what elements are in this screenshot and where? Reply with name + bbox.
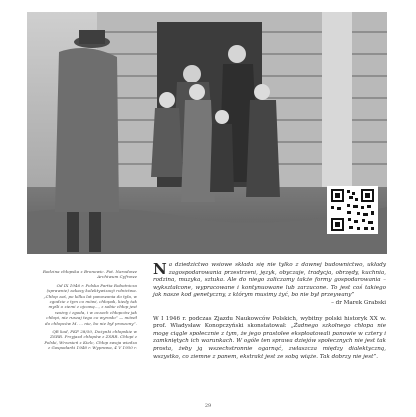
intro-quote: a dziedzictwo wsiowe składa się nie tylko z dawnej budownictwo, układy zagospodarowania przestrzeni, język, obyczaje, tradycja, obrzędy, kuchnia, rodzina, muzyka, sztuka. Ale do niego zaliczamy także formy gospodarowania – wykształcone, wypracowane i kontynuowane lub zarzucone. To jest coś takiego jak nasze kod genetyczny, z którym musimy żyć, bo nie był przeywany” — [153, 262, 386, 299]
left-caption-column — [42, 269, 137, 354]
body-quote: „Żadnego szkolnego chłopa nie mogę ciągle społecznie z tym, że jego prastolee ekspłoatowali panowie w cztery i zamkniętych ich warunkach. W ogóle ten sprawa dziejów społecznych nie jest tak prosta, żeby ją wszechstronnie ogarnąć, zwłaszcza między dialektyczną, wszystko, co ziemne z panem, ekstrakt jest ze sobą wiąże. Tak dobrzy nie jest”. — [153, 323, 387, 360]
quote-attribution: – dr Marek Grabski — [331, 299, 386, 306]
body-paragraph — [153, 316, 386, 362]
qr-code-icon[interactable] — [327, 186, 378, 234]
drop-cap: N — [153, 260, 167, 278]
page-number: 29 — [204, 403, 212, 409]
main-text-column — [153, 262, 386, 361]
photo-caption: Rodzina chłopska z Bronowic. Fot. Narodowe Archiwum Cyfrowe — [42, 269, 137, 280]
qr-caption: QR kod, PKF 28/50, Dożynki chłopskie w ZSRR. Przyjazd chłopów z ZSRR. Chłopi z Polski, Wrzesień z Kielc, Chłop swoja wiedza z Gospodarki 1948 r. Wyprawa, 4 V 1950 r. — [44, 329, 137, 351]
body-text: W I 1946 r. podczas Zjazdu Naukowców Polskich, wybitny polski historyk XX w. prof. Władysław Konopczyński skonstatował: — [153, 315, 386, 330]
intro-paragraph — [153, 262, 386, 300]
caption-paragraph: Od IX 1946 r. Polska Partia Robotnicza (sprawnie) zakazy kolektywizacji rolnictwa. „Chłop zaś, po kilku lat panowania do tyła, w zgodzie z tym co mówi, chłopak, kiedy tak myśli o ziemi z ojcową..., z sobie chłop jest ważny i zgoda, i w oczach chłopców jak chłopi, nie ruszaj tego co wyrosło” — mówił do chłopców M. ... nie, bo nie był proszony”. — [43, 282, 137, 326]
